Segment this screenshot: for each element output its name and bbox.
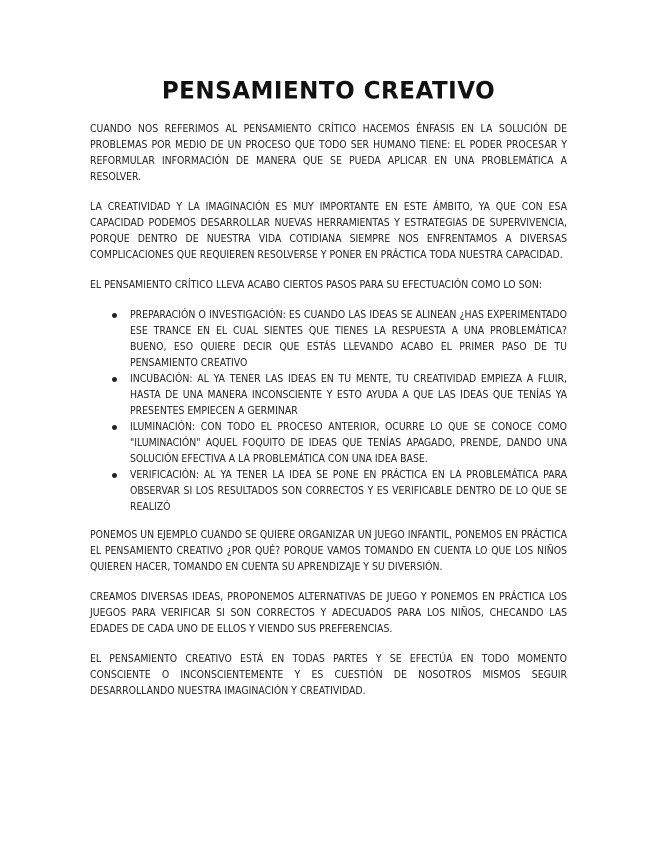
list-item: VERIFICACIÓN: AL YA TENER LA IDEA SE PONE EN PRÁCTICA EN LA PROBLEMÁTICA PARA OBSERVAR SI LOS RESULTADOS SON CORRECTOS Y ES VERIFICABLE DENTRO DE LO QUE SE REALIZÓ xyxy=(130,469,567,513)
ideas-paragraph: CREAMOS DIVERSAS IDEAS, PROPONEMOS ALTERNATIVAS DE JUEGO Y PONEMOS EN PRÁCTICA LOS JUEGOS PARA VERIFICAR SI SON CORRECTOS Y ADECUADOS PARA LOS NIÑOS, CHECANDO LAS EDADES DE CADA UNO DE ELLOS Y VIENDO SUS PREFERENCIAS. xyxy=(90,591,567,635)
document-page xyxy=(90,78,567,713)
conclusion-paragraph: EL PENSAMIENTO CREATIVO ESTÁ EN TODAS PARTES Y SE EFECTÚA EN TODO MOMENTO CONSCIENTE O INCONSCIENTEMENTE Y ES CUESTIÓN DE NOSOTROS MISMOS SEGUIR DESARROLLANDO NUESTRA IMAGINACIÓN Y CREATIVIDAD. xyxy=(90,653,567,697)
list-item: ILUMINACIÓN: CON TODO EL PROCESO ANTERIOR, OCURRE LO QUE SE CONOCE COMO "ILUMINACIÓN" AQUEL FOQUITO DE IDEAS QUE TENÍAS APAGADO, PRENDE, DANDO UNA SOLUCIÓN EFECTIVA A LA PROBLEMÁTICA CON UNA IDEA BASE. xyxy=(130,421,567,465)
list-item: INCUBACIÓN: AL YA TENER LAS IDEAS EN TU MENTE, TU CREATIVIDAD EMPIEZA A FLUIR, HASTA DE UNA MANERA INCONSCIENTE Y ESTO AYUDA A QUE LAS IDEAS QUE TENÍAS YA PRESENTES EMPIECEN A GERMINAR xyxy=(130,373,567,417)
steps-list xyxy=(90,307,567,515)
list-item: PREPARACIÓN O INVESTIGACIÓN: ES CUANDO LAS IDEAS SE ALINEAN ¿HAS EXPERIMENTADO ESE TRANCE EN EL CUAL SIENTES QUE TIENES LA RESPUESTA A UNA PROBLEMÁTICA? BUENO, ESO QUIERE DECIR QUE ESTÁS LLEVANDO ACABO EL PRIMER PASO DE TU PENSAMIENTO CREATIVO xyxy=(130,309,567,369)
intro-paragraph: CUANDO NOS REFERIMOS AL PENSAMIENTO CRÍTICO HACEMOS ÉNFASIS EN LA SOLUCIÓN DE PROBLEMAS POR MEDIO DE UN PROCESO QUE TODO SER HUMANO TIENE: EL PODER PROCESAR Y REFORMULAR INFORMACIÓN DE MANERA QUE SE PUEDA APLICAR EN UNA PROBLEMÁTICA A RESOLVER. xyxy=(90,123,567,183)
steps-intro-paragraph: EL PENSAMIENTO CRÍTICO LLEVA ACABO CIERTOS PASOS PARA SU EFECTUACIÓN COMO LO SON: xyxy=(90,279,543,291)
example-paragraph: PONEMOS UN EJEMPLO CUANDO SE QUIERE ORGANIZAR UN JUEGO INFANTIL, PONEMOS EN PRÁCTICA EL PENSAMIENTO CREATIVO ¿POR QUÉ? PORQUE VAMOS TOMANDO EN CUENTA LO QUE LOS NIÑOS QUIEREN HACER, TOMANDO EN CUENTA SU APRENDIZAJE Y SU DIVERSIÓN. xyxy=(90,529,567,573)
page-title: PENSAMIENTO CREATIVO xyxy=(161,77,496,105)
creativity-paragraph: LA CREATIVIDAD Y LA IMAGINACIÓN ES MUY IMPORTANTE EN ESTE ÁMBITO, YA QUE CON ESA CAPACIDAD PODEMOS DESARROLLAR NUEVAS HERRAMIENTAS Y ESTRATEGIAS DE SUPERVIVENCIA, PORQUE DENTRO DE NUESTRA VIDA COTIDIANA SIEMPRE NOS ENFRENTAMOS A DIVERSAS COMPLICACIONES QUE REQUIEREN RESOLVERSE Y PONER EN PRÁCTICA TODA NUESTRA CAPACIDAD. xyxy=(90,201,567,261)
